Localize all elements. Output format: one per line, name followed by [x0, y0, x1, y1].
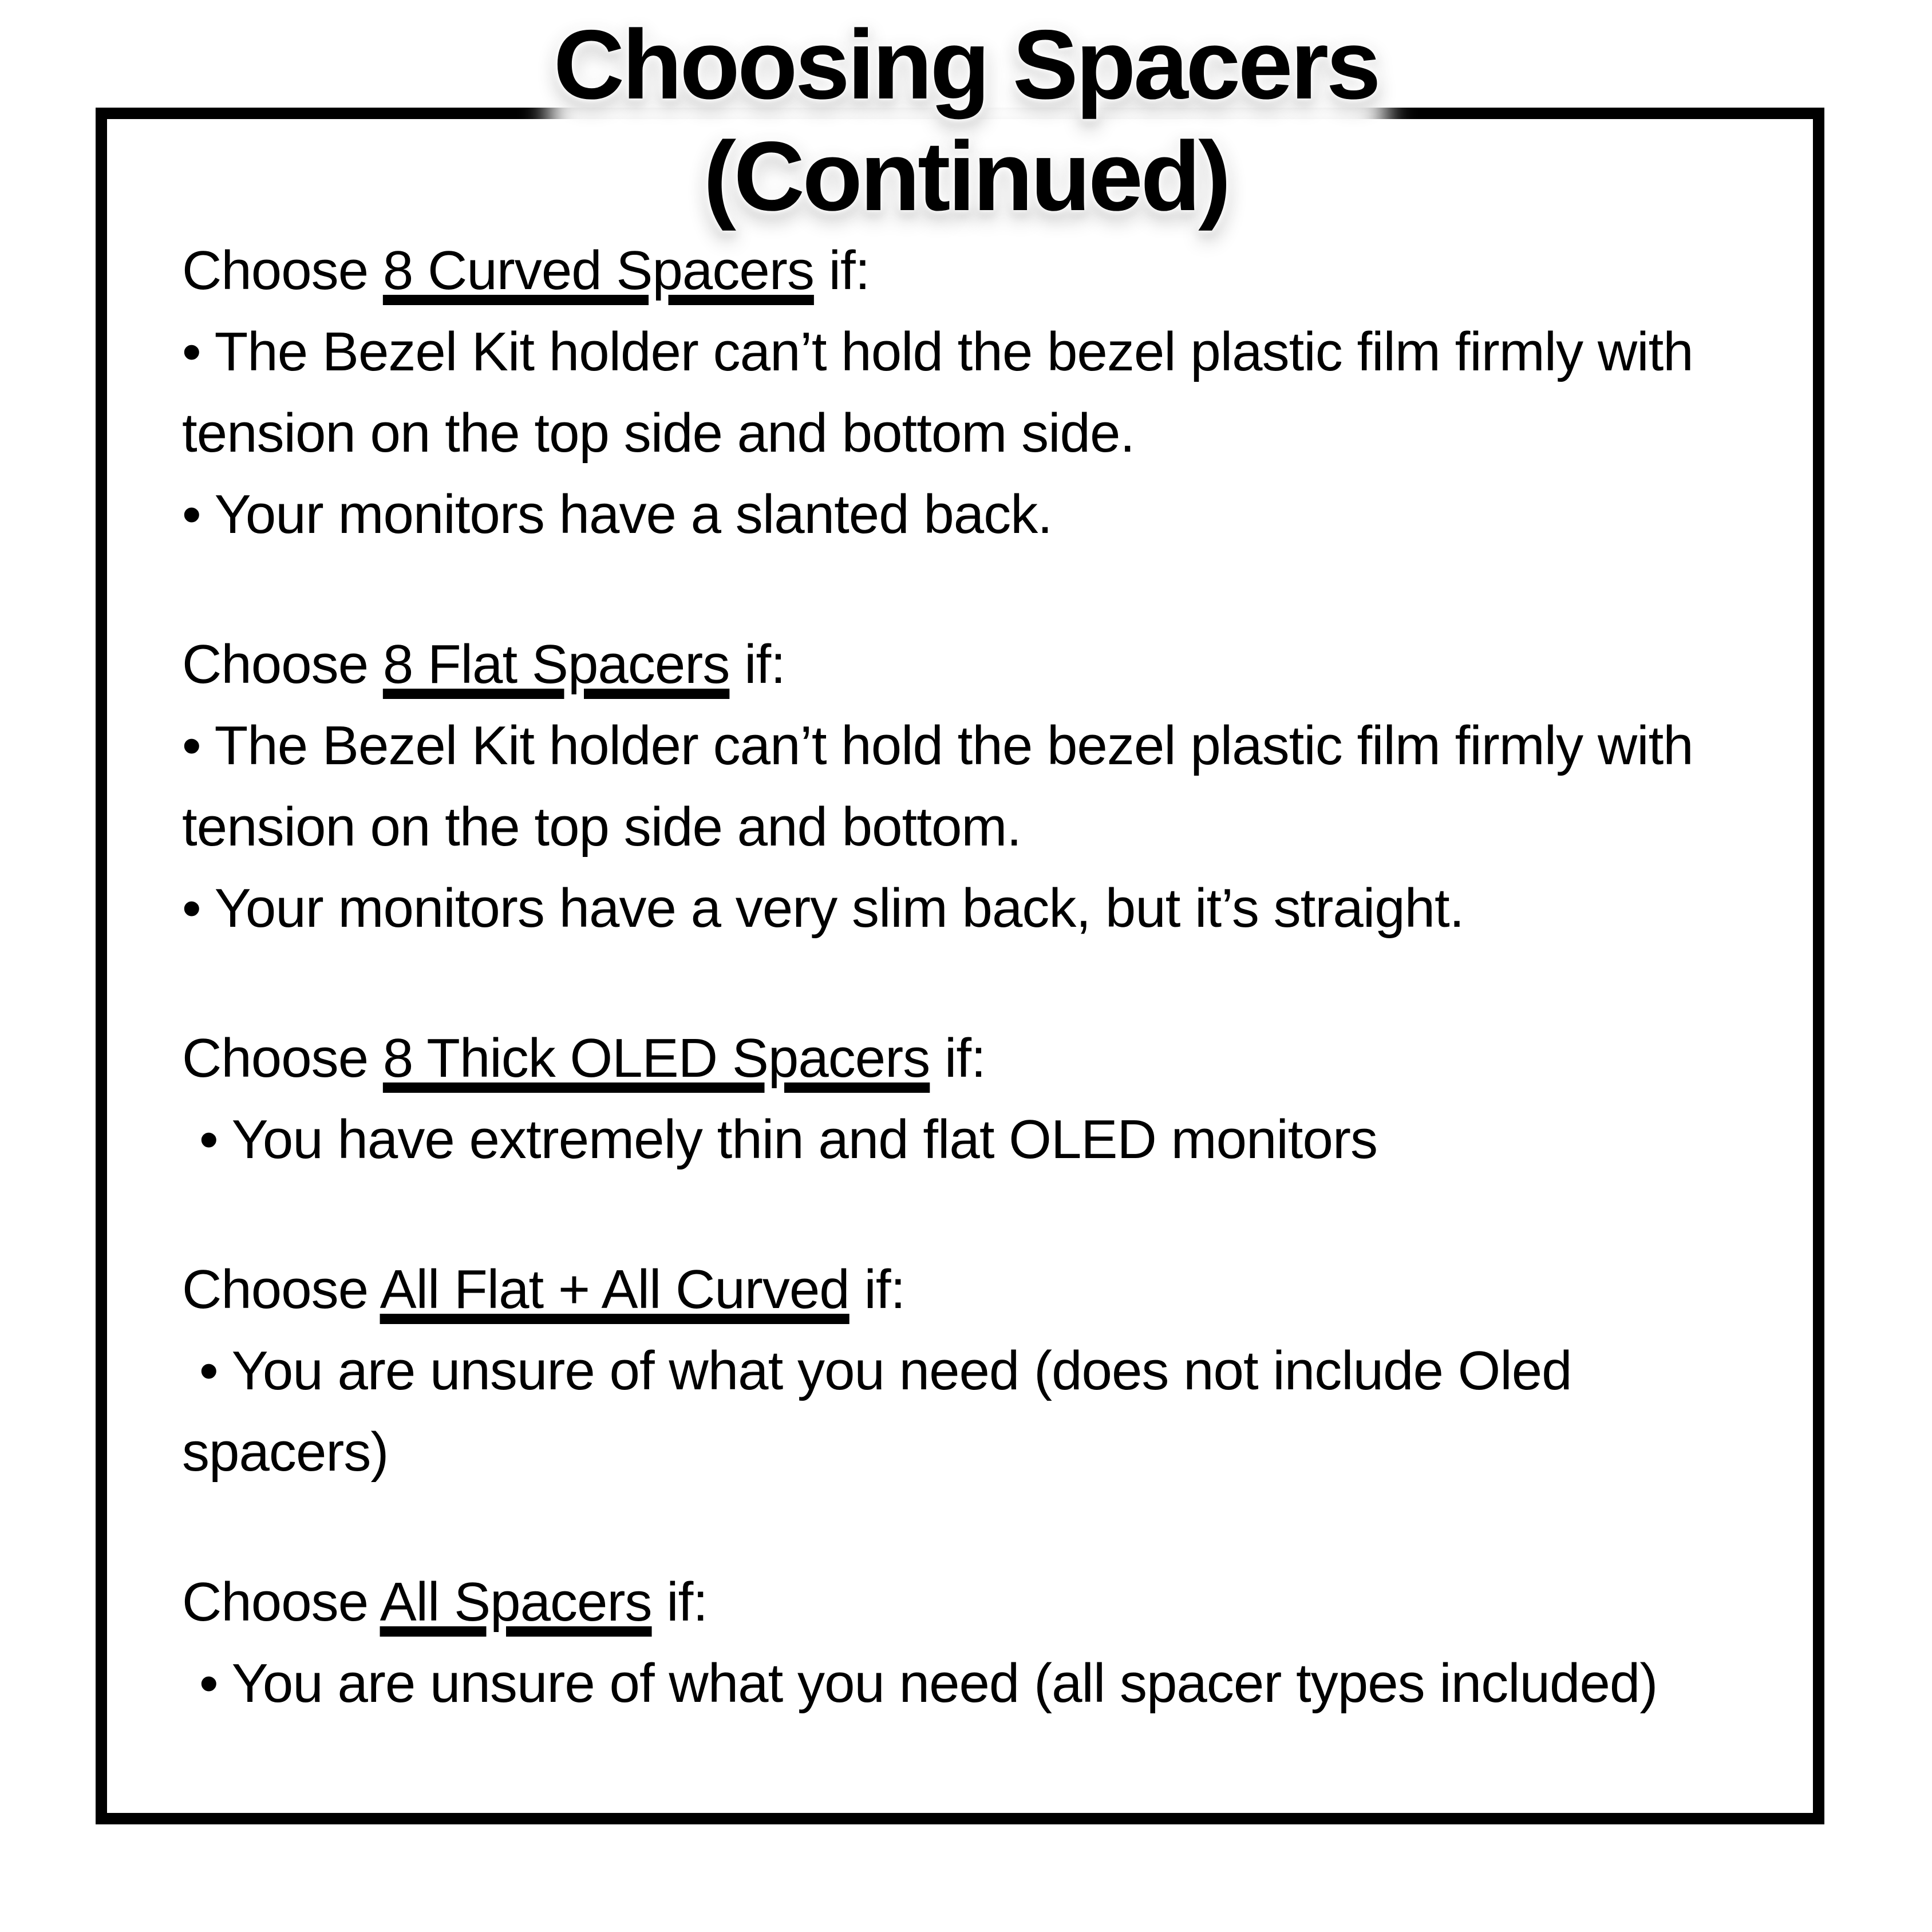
text-line: spacers) [182, 1421, 389, 1483]
heading-option-name: All Spacers [380, 1571, 652, 1633]
text-line: • You have extremely thin and flat OLED monitors [199, 1109, 1377, 1170]
section-heading [182, 1249, 1773, 1330]
heading-prefix: Choose [182, 634, 369, 695]
text-line: • Your monitors have a very slim back, but it’s straight. [182, 878, 1464, 939]
page-title [0, 9, 1932, 232]
heading-option-name: 8 Thick OLED Spacers [382, 1028, 930, 1089]
heading-option-name: 8 Flat Spacers [382, 634, 730, 695]
text-line: • You are unsure of what you need (all spacer types included) [199, 1653, 1658, 1714]
section-spacer [182, 555, 1773, 624]
text-line: tension on the top side and bottom side. [182, 402, 1135, 464]
text-line: • The Bezel Kit holder can’t hold the bezel plastic film firmly with [182, 321, 1693, 382]
heading-option-name: 8 Curved Spacers [382, 240, 814, 301]
text-line: tension on the top side and bottom. [182, 796, 1022, 858]
section-heading [182, 230, 1773, 311]
heading-prefix: Choose [182, 1259, 369, 1320]
section-heading [182, 1562, 1773, 1643]
section-all-spacers [182, 1562, 1773, 1724]
section-heading [182, 624, 1773, 705]
section-flat-spacers [182, 624, 1773, 949]
section-spacer [182, 1180, 1773, 1249]
text-line: • Your monitors have a slanted back. [182, 484, 1053, 545]
heading-prefix: Choose [182, 1028, 369, 1089]
heading-prefix: Choose [182, 1571, 369, 1633]
section-thick-oled-spacers [182, 1018, 1773, 1180]
heading-option-name: All Flat + All Curved [380, 1259, 850, 1320]
instructions-body [182, 230, 1773, 1724]
heading-prefix: Choose [182, 240, 369, 301]
section-all-flat-all-curved [182, 1249, 1773, 1493]
heading-suffix: if: [666, 1571, 708, 1633]
page-title-line1: Choosing Spacers [553, 10, 1379, 120]
page-title-line2: (Continued) [703, 121, 1229, 231]
heading-suffix: if: [744, 634, 785, 695]
heading-suffix: if: [864, 1259, 906, 1320]
section-spacer [182, 1493, 1773, 1562]
section-heading [182, 1018, 1773, 1099]
text-line: • You are unsure of what you need (does not include Oled [199, 1340, 1572, 1401]
section-spacer [182, 949, 1773, 1018]
heading-suffix: if: [828, 240, 870, 301]
text-line: • The Bezel Kit holder can’t hold the bezel plastic film firmly with [182, 715, 1693, 776]
section-curved-spacers [182, 230, 1773, 555]
heading-suffix: if: [945, 1028, 986, 1089]
